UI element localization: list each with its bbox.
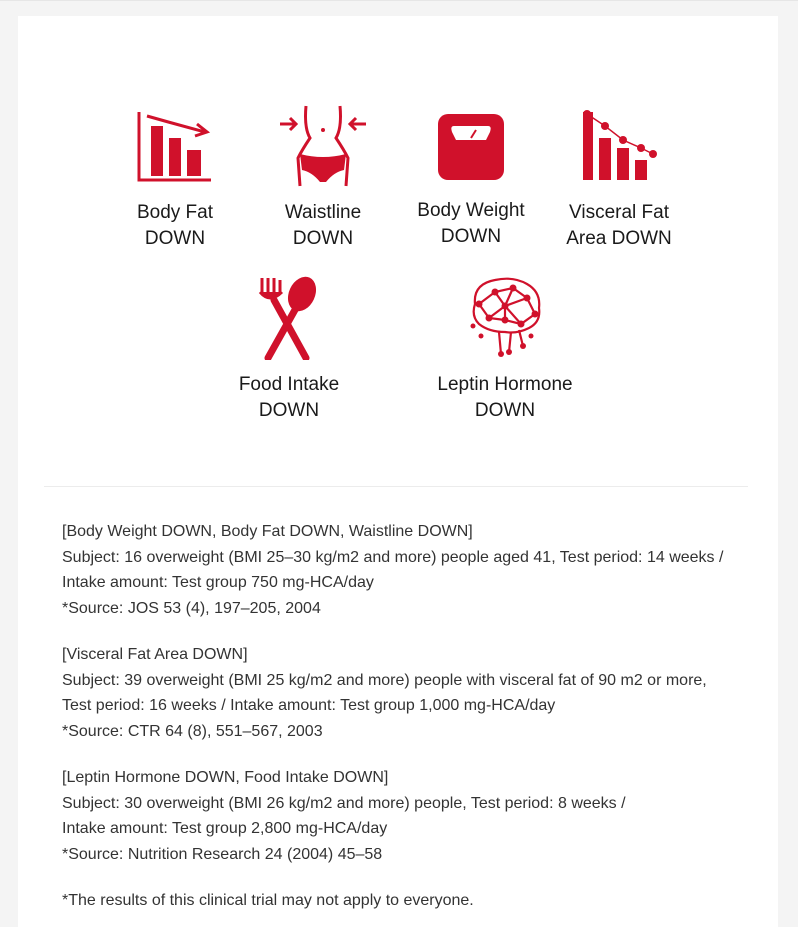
section-divider	[44, 486, 748, 487]
note-heading: [Body Weight DOWN, Body Fat DOWN, Waistline DOWN]	[62, 523, 473, 540]
visceral-chart-icon	[544, 108, 694, 184]
benefit-label: Body Weight DOWN	[417, 200, 525, 247]
note-block	[62, 519, 742, 621]
clinical-notes	[62, 519, 742, 914]
benefit-label: Body Fat DOWN	[136, 202, 214, 249]
benefit-body-weight	[396, 112, 546, 250]
fork-spoon-icon	[214, 274, 364, 360]
brain-network-icon	[415, 274, 595, 360]
disclaimer: *The results of this clinical trial may not apply to everyone.	[62, 892, 474, 909]
benefit-label: Leptin Hormone DOWN	[437, 374, 573, 421]
note-intake: Intake amount: Test group 2,800 mg-HCA/day	[62, 820, 388, 837]
note-heading: [Leptin Hormone DOWN, Food Intake DOWN]	[62, 769, 389, 786]
note-subject: Subject: 16 overweight (BMI 25–30 kg/m2 and more) people aged 41, Test period: 14 weeks /	[62, 548, 724, 566]
note-block	[62, 642, 742, 744]
note-source: *Source: CTR 64 (8), 551–567, 2003	[62, 722, 323, 740]
note-intake: Test period: 16 weeks / Intake amount: Test group 1,000 mg-HCA/day	[62, 697, 556, 714]
benefit-leptin-hormone	[415, 274, 595, 424]
benefit-label: Visceral Fat Area DOWN	[566, 202, 672, 249]
note-block	[62, 765, 742, 867]
note-subject: Subject: 39 overweight (BMI 25 kg/m2 and more) people with visceral fat of 90 m2 or more,	[62, 671, 707, 689]
benefit-label: Food Intake DOWN	[238, 374, 340, 421]
note-source: *Source: JOS 53 (4), 197–205, 2004	[62, 599, 321, 617]
benefit-food-intake	[214, 274, 364, 424]
benefit-body-fat	[100, 108, 250, 252]
benefit-label: Waistline DOWN	[284, 202, 362, 249]
benefit-waistline	[248, 104, 398, 252]
note-subject: Subject: 30 overweight (BMI 26 kg/m2 and more) people, Test period: 8 weeks /	[62, 794, 626, 812]
bar-chart-down-icon	[100, 108, 250, 184]
note-source: *Source: Nutrition Research 24 (2004) 45–58	[62, 845, 383, 863]
waist-icon	[248, 104, 398, 188]
scale-icon	[396, 112, 546, 182]
note-heading: [Visceral Fat Area DOWN]	[62, 646, 248, 663]
top-border	[0, 0, 798, 1]
note-intake: Intake amount: Test group 750 mg-HCA/day	[62, 574, 374, 591]
benefit-visceral-fat	[544, 108, 694, 252]
